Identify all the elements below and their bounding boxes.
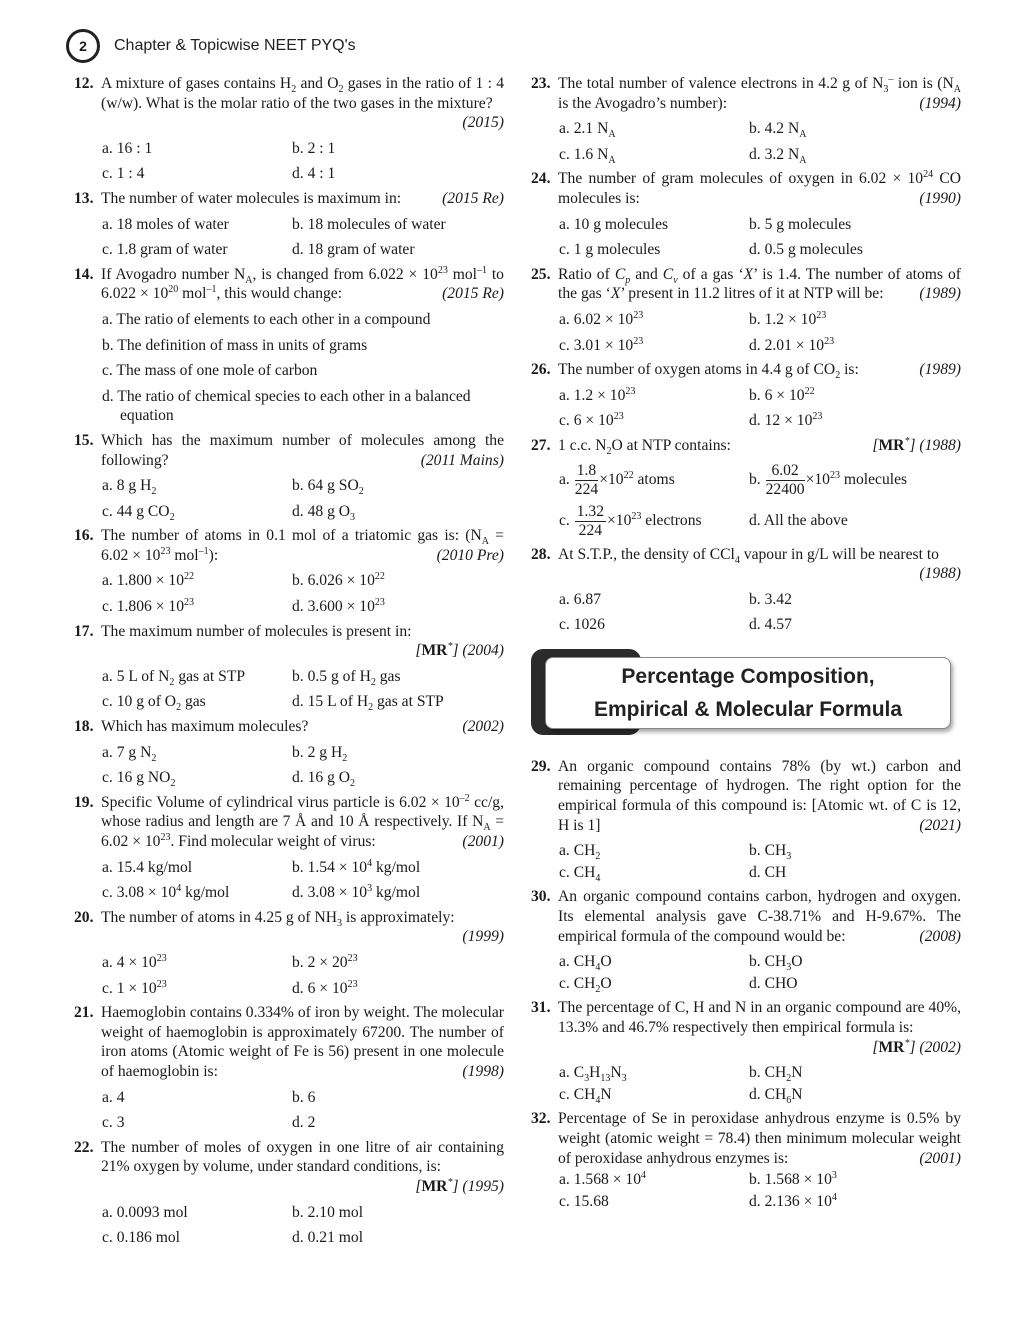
option[interactable]: c. 1 : 4 — [102, 165, 145, 183]
option[interactable]: b. $CH_3$ — [749, 842, 792, 863]
options-32 — [531, 1170, 961, 1211]
option[interactable]: d. 16 g $O_2$ — [292, 769, 356, 790]
option[interactable]: a. 8 g $H_2$ — [102, 477, 157, 498]
question-15: 15. Which has the maximum number of molecules among the following? (2011 Mains) — [74, 431, 504, 469]
question-28: 28. At S.T.P., the density of CCl$_4$ vapour in g/L will be nearest to (1988) — [531, 545, 961, 583]
section-title-line-2: Empirical & Molecular Formula — [593, 697, 903, 721]
option[interactable]: c. $CH_2O$ — [559, 974, 612, 995]
option[interactable]: a. $6.02 \times 10^{23}$ — [559, 309, 644, 328]
option[interactable]: d. 4.57 — [749, 616, 792, 634]
question-27: 27. 1 c.c. $N_2O$ at NTP contains: [MR*] (1988) — [531, 435, 961, 458]
option[interactable]: c. 16 g $NO_2$ — [102, 769, 176, 790]
option[interactable]: b. 18 molecules of water — [292, 215, 446, 233]
option[interactable]: d. 0.5 g molecules — [749, 241, 863, 259]
option[interactable]: c. $3.01 \times 10^{23}$ — [559, 335, 644, 354]
option[interactable]: a. $1.800 \times 10^{22}$ — [102, 571, 194, 590]
option[interactable]: d. 15 L of $H_2$ gas at STP — [292, 693, 444, 714]
option[interactable]: c. $\frac{1.32}{224}$ $\times 10^{23}$ electrons — [559, 502, 702, 539]
option[interactable]: c. 15.68 — [559, 1192, 609, 1210]
section-heading — [531, 649, 961, 735]
question-17: 17. The maximum number of molecules is present in: [MR*] (2004) — [74, 622, 504, 660]
question-14: 14. If Avogadro number $N_A$, is changed from $6.022 \times 10^{23}$ mol$^{-1}$ to $6.022 \times 10^{20}$ mol$^{-1}$, this would change: (2015 Re) — [74, 264, 504, 303]
question-20: 20. The number of atoms in 4.25 g of $NH_3$ is approximately: (1999) — [74, 908, 504, 946]
option[interactable]: b. 2 g $H_2$ — [292, 743, 348, 764]
section-title-line-1: Percentage Composition, — [621, 664, 875, 688]
option[interactable]: c. 10 g of $O_2$ gas — [102, 693, 206, 714]
option[interactable]: d. 48 g $O_3$ — [292, 502, 356, 523]
option[interactable]: a. $4 \times 10^{23}$ — [102, 952, 167, 971]
options-13 — [74, 215, 504, 260]
options-16 — [74, 571, 504, 616]
option[interactable]: d. 3.2 $N_A$ — [749, 145, 807, 166]
options-31 — [531, 1063, 961, 1104]
question-24: 24. The number of gram molecules of oxygen in $6.02 \times 10^{24}$ CO molecules is: (1990) — [531, 169, 961, 207]
option[interactable]: a. 6.87 — [559, 590, 602, 608]
options-20 — [74, 953, 504, 998]
options-27 — [531, 462, 961, 540]
option[interactable]: a. 18 moles of water — [102, 215, 229, 233]
right-column — [531, 74, 961, 1216]
options-21 — [74, 1088, 504, 1133]
option[interactable]: a. $1.568 \times 10^4$ — [559, 1169, 646, 1189]
option[interactable]: d. $2.01 \times 10^{23}$ — [749, 335, 835, 354]
options-29 — [531, 841, 961, 882]
option[interactable]: c. $6 \times 10^{23}$ — [559, 411, 624, 430]
options-28 — [531, 590, 961, 635]
question-13: 13. The number of water molecules is maximum in: (2015 Re) — [74, 189, 504, 207]
option[interactable]: d. $3.08 \times 10^3$ kg/mol — [292, 883, 421, 902]
option[interactable]: d. 4 : 1 — [292, 165, 336, 183]
left-column — [74, 74, 504, 1253]
options-24 — [531, 215, 961, 260]
option[interactable]: a. $CH_2$ — [559, 842, 601, 863]
question-23: 23. The total number of valence electrons in 4.2 g of $N_3^-$ ion is ($N_A$ is the Avogadro’s number): (1994) — [531, 73, 961, 112]
options-17 — [74, 667, 504, 712]
option[interactable]: c. 0.186 mol — [102, 1229, 180, 1247]
option[interactable]: b. $6 \times 10^{22}$ — [749, 385, 815, 404]
option[interactable]: c. 1.8 gram of water — [102, 241, 228, 259]
question-21: 21. Haemoglobin contains 0.334% of iron by weight. The molecular weight of haemoglobin is approximately 67200. The number of iron atoms (Atomic weight of Fe is 56) present in one molecule of haemoglobin is: (1998) — [74, 1004, 504, 1080]
option[interactable]: b. $1.54 \times 10^4$ kg/mol — [292, 857, 421, 876]
options-25 — [531, 310, 961, 355]
option[interactable]: d. All the above — [749, 512, 848, 530]
option[interactable]: a. 0.0093 mol — [102, 1203, 188, 1221]
option[interactable]: d. The ratio of chemical species to each other in a balanced equation — [102, 387, 471, 425]
section-heading-box — [545, 657, 951, 729]
options-14 — [74, 310, 504, 426]
option[interactable]: a. The ratio of elements to each other in a compound — [102, 310, 431, 328]
options-23 — [531, 119, 961, 164]
question-32: 32. Percentage of Se in peroxidase anhydrous enzyme is 0.5% by weight (atomic weight = 78.4) then minimum molecular weight of peroxidase anhydrous enzymes is: (2001) — [531, 1110, 961, 1167]
option[interactable]: b. $1.568 \times 10^3$ — [749, 1169, 837, 1189]
option[interactable]: a. 5 L of $N_2$ gas at STP — [102, 667, 246, 688]
option[interactable]: c. 1026 — [559, 616, 605, 634]
option[interactable]: d. $2.136 \times 10^4$ — [749, 1191, 837, 1210]
option[interactable]: b. $1.2 \times 10^{23}$ — [749, 309, 827, 328]
option[interactable]: c. $3.08 \times 10^4$ kg/mol — [102, 883, 230, 902]
option[interactable]: c. $1.806 \times 10^{23}$ — [102, 596, 194, 616]
option[interactable]: b. $\frac{6.02}{22400}$ $\times 10^{23}$ molecules — [749, 461, 908, 498]
option[interactable]: a. 15.4 kg/mol — [102, 858, 193, 876]
option[interactable]: a. 16 : 1 — [102, 139, 153, 157]
option[interactable]: b. 5 g molecules — [749, 215, 852, 233]
option[interactable]: b. $CH_2N$ — [749, 1064, 803, 1085]
option[interactable]: b. 0.5 g of $H_2$ gas — [292, 667, 401, 688]
option[interactable]: b. 3.42 — [749, 590, 792, 608]
option[interactable]: c. The mass of one mole of carbon — [102, 362, 318, 380]
option[interactable]: a. 10 g molecules — [559, 215, 669, 233]
option[interactable]: d. $CH_6N$ — [749, 1085, 803, 1106]
question-16: 16. The number of atoms in 0.1 mol of a triatomic gas is: ($N_A = 6.02 \times 10^{23}$ mol$^{-1}$): (2010 Pre) — [74, 527, 504, 564]
page-header — [66, 28, 356, 64]
option[interactable]: a. 4 — [102, 1088, 125, 1106]
question-22: 22. The number of moles of oxygen in one litre of air containing 21% oxygen by volume, under standard conditions, is: [MR*] (1995) — [74, 1138, 504, 1195]
question-19: 19. Specific Volume of cylindrical virus particle is $6.02 \times 10^{-2}$ cc/g, whose radius and length are 7 Å and 10 Å respectively. If $N_A = 6.02 \times 10^{23}$. Find molecular weight of virus: (2001) — [74, 792, 504, 850]
options-30 — [531, 952, 961, 993]
option[interactable]: b. $CH_3O$ — [749, 953, 803, 974]
option[interactable]: a. $1.2 \times 10^{23}$ — [559, 385, 636, 404]
option[interactable]: a. $C_3H_{13}N_3$ — [559, 1064, 627, 1085]
option[interactable]: c. $1 \times 10^{23}$ — [102, 978, 167, 997]
option[interactable]: b. 6 — [292, 1088, 316, 1106]
options-22 — [74, 1203, 504, 1248]
option[interactable]: b. The definition of mass in units of grams — [102, 336, 368, 354]
option[interactable]: c. 44 g $CO_2$ — [102, 502, 175, 523]
question-30: 30. An organic compound contains carbon, hydrogen and oxygen. Its elemental analysis gave C-38.71% and H-9.67%. The empirical formula of the compound would be: (2008) — [531, 888, 961, 945]
options-12 — [74, 139, 504, 184]
option[interactable]: b. 4.2 $N_A$ — [749, 120, 807, 141]
option[interactable]: d. $12 \times 10^{23}$ — [749, 411, 823, 430]
page-number-badge: 2 — [66, 29, 100, 63]
option[interactable]: b. 2.10 mol — [292, 1203, 364, 1221]
option[interactable]: c. $CH_4N$ — [559, 1085, 612, 1106]
option[interactable]: c. $CH_4$ — [559, 863, 601, 884]
option[interactable]: b. $6.026 \times 10^{22}$ — [292, 571, 385, 590]
question-18: 18. Which has maximum molecules? (2002) — [74, 718, 504, 736]
options-15 — [74, 476, 504, 521]
option[interactable]: c. 1.6 $N_A$ — [559, 145, 616, 166]
question-12: 12. A mixture of gases contains $H_2$ and $O_2$ gases in the ratio of 1 : 4 (w/w). What is the molar ratio of the two gases in the mixture? (2015) — [74, 75, 504, 132]
option[interactable]: c. 3 — [102, 1114, 125, 1132]
question-29: 29. An organic compound contains 78% (by wt.) carbon and remaining percentage of hydrogen. The right option for the empirical formula of this compound is: [Atomic wt. of C is 12, H is 1] (2021) — [531, 757, 961, 834]
chapter-title: Chapter & Topicwise NEET PYQ's — [114, 37, 356, 54]
option[interactable]: c. 1 g molecules — [559, 241, 661, 259]
option[interactable]: b. 2 : 1 — [292, 139, 336, 157]
question-25: 25. Ratio of $C_p$ and $C_v$ of a gas ‘X’ is 1.4. The number of atoms of the gas ‘X’ present in 11.2 litres of it at NTP will be: (1989) — [531, 265, 961, 303]
option[interactable]: d. CHO — [749, 974, 798, 992]
option[interactable]: d. $3.600 \times 10^{23}$ — [292, 596, 385, 616]
question-31: 31. The percentage of C, H and N in an organic compound are 40%, 13.3% and 46.7% respectively then empirical formula is: [MR*] (2002) — [531, 999, 961, 1056]
options-19 — [74, 858, 504, 903]
option[interactable]: d. 0.21 mol — [292, 1229, 364, 1247]
option[interactable]: d. CH — [749, 863, 787, 881]
options-18 — [74, 743, 504, 788]
option[interactable]: a. 7 g $N_2$ — [102, 743, 157, 764]
option[interactable]: a. 2.1 $N_A$ — [559, 120, 616, 141]
option[interactable]: b. $2 \times 20^{23}$ — [292, 952, 358, 971]
option[interactable]: d. 2 — [292, 1114, 316, 1132]
option[interactable]: d. 18 gram of water — [292, 241, 415, 259]
question-26: 26. The number of oxygen atoms in 4.4 g of $CO_2$ is: (1989) — [531, 361, 961, 382]
option[interactable]: d. $6 \times 10^{23}$ — [292, 978, 358, 997]
option[interactable]: a. $\frac{1.8}{224}$ $\times 10^{22}$ atoms — [559, 461, 675, 498]
option[interactable]: b. 64 g $SO_2$ — [292, 477, 364, 498]
option[interactable]: a. $CH_4O$ — [559, 953, 612, 974]
options-26 — [531, 386, 961, 431]
